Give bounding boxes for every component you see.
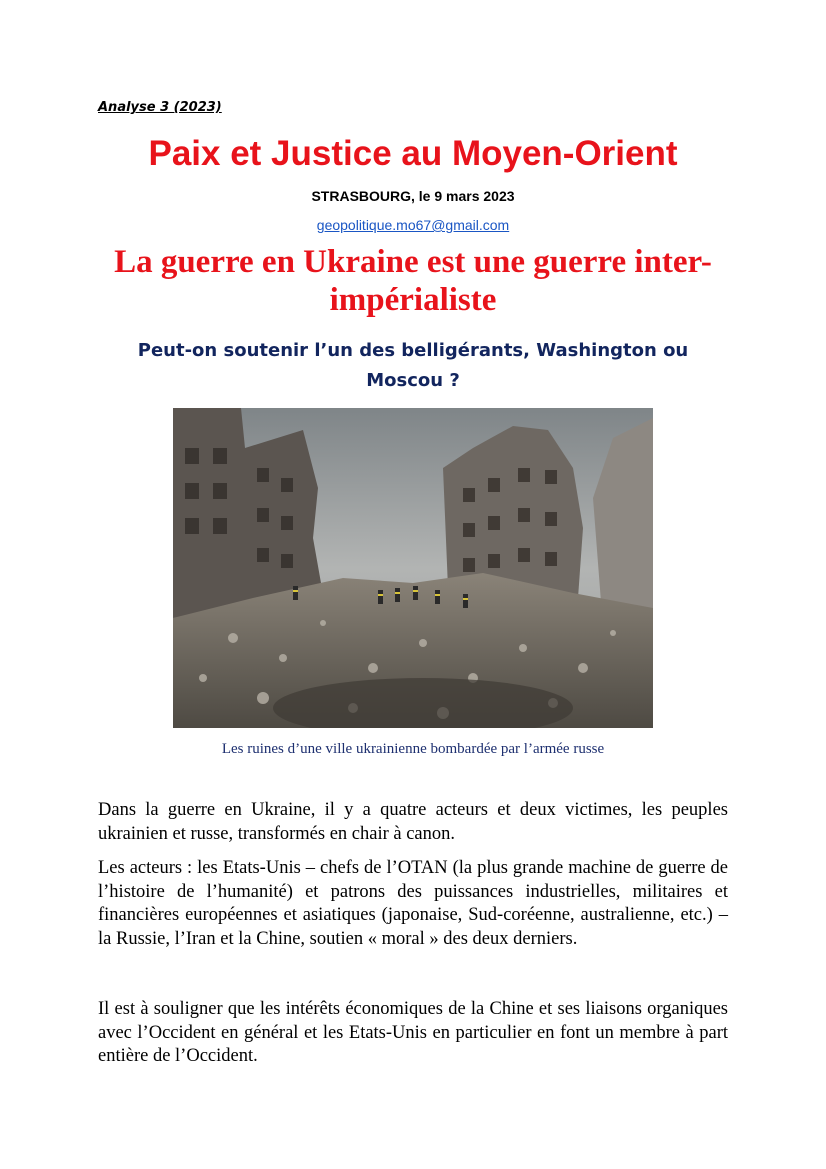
image-caption: Les ruines d’une ville ukrainienne bombardée par l’armée russe [221,741,605,757]
article-headline: La guerre en Ukraine est une guerre inter-impérialiste [114,244,712,318]
document-kicker: Analyse 3 (2023) [98,100,222,115]
paragraph-3: Il est à souligner que les intérêts économiques de la Chine et ses liaisons organiques avec l’Occident en général et les Etats-Unis en particulier en font un membre à part entière de l’Occident. [98,999,728,1066]
email-link[interactable]: geopolitique.mo67@gmail.com [316,217,510,233]
paragraph-1: Dans la guerre en Ukraine, il y a quatre acteurs et deux victimes, les peuples ukrainien et russe, transformés en chair à canon. [98,800,728,844]
article-subtitle: Peut-on soutenir l’un des belligérants, Washington ou Moscou ? [137,340,689,391]
ruins-photo [173,408,653,728]
organization-title: Paix et Justice au Moyen-Orient [148,134,678,173]
paragraph-2: Les acteurs : les Etats-Unis – chefs de l’OTAN (la plus grande machine de guerre de l’histoire de l’humanité) et patrons des puissances industrielles, militaires et financières européennes et asiatiques (japonaise, Sud-coréenne, australienne, etc.) – la Russie, l’Iran et la Chine, soutien « moral » des deux derniers. [98,858,728,949]
dateline: STRASBOURG, le 9 mars 2023 [311,188,515,204]
email-line [0,217,826,233]
